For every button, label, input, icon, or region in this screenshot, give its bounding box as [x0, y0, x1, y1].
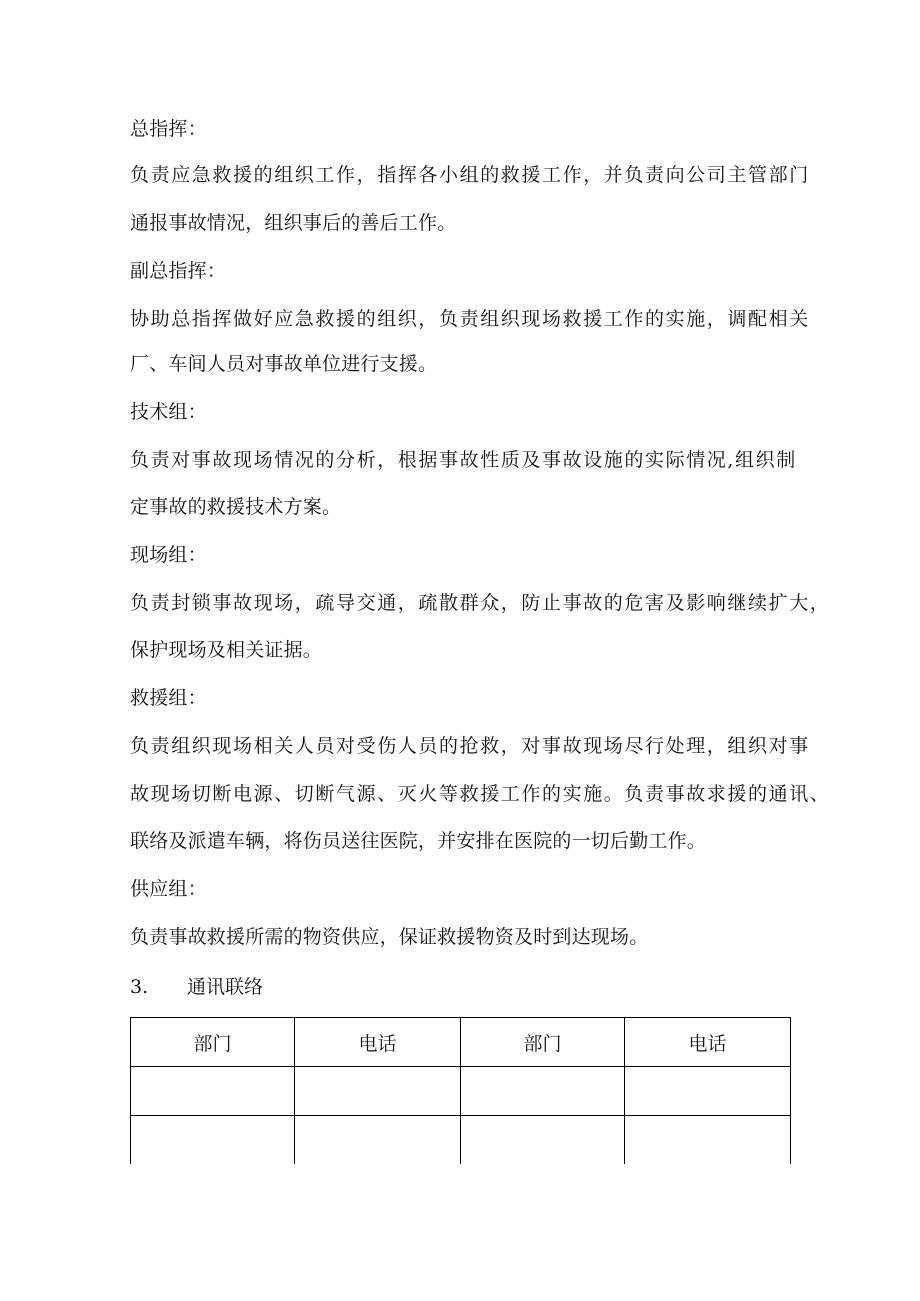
- role-desc-line: 厂、车间人员对事故单位进行支援。: [130, 353, 438, 375]
- role-desc-line: 协助总指挥做好应急救援的组织，负责组织现场救援工作的实施，调配相关: [130, 308, 810, 330]
- role-desc-line: 负责封锁事故现场，疏导交通，疏散群众，防止事故的危害及影响继续扩大，: [130, 592, 831, 614]
- role-desc-line: 联络及派遣车辆，将伤员送往医院，并安排在医院的一切后勤工作。: [130, 830, 707, 852]
- table-cell: [131, 1116, 295, 1165]
- table-cell: [461, 1116, 625, 1165]
- table-cell: [295, 1116, 461, 1165]
- role-desc-line: 保护现场及相关证据。: [130, 639, 323, 661]
- role-desc-line: 负责组织现场相关人员对受伤人员的抢救，对事故现场尽行处理，组织对事: [130, 735, 810, 757]
- contact-table: [130, 1017, 791, 1164]
- role-title-technical-group: 技术组：: [130, 401, 207, 423]
- table-header-row: [131, 1018, 791, 1067]
- role-desc-line: 定事故的救援技术方案。: [130, 496, 342, 518]
- table-row: [131, 1067, 791, 1116]
- role-desc-line: 故现场切断电源、切断气源、灭火等救援工作的实施。负责事故求援的通讯、: [130, 783, 831, 805]
- section-title: 通讯联络: [187, 976, 264, 998]
- role-title-site-group: 现场组：: [130, 544, 207, 566]
- table-row: [131, 1116, 791, 1165]
- table-cell: [461, 1067, 625, 1116]
- table-header-cell: 电话: [295, 1018, 461, 1067]
- section-heading: [130, 975, 263, 999]
- section-number: 3.: [130, 976, 149, 998]
- table-cell: [295, 1067, 461, 1116]
- role-desc-line: 负责对事故现场情况的分析，根据事故性质及事故设施的实际情况,组织制: [130, 449, 797, 471]
- table-header-cell: 部门: [131, 1018, 295, 1067]
- role-desc-line: 负责事故救援所需的物资供应，保证救援物资及时到达现场。: [130, 926, 649, 948]
- role-title-rescue-group: 救援组：: [130, 687, 207, 709]
- role-desc-line: 通报事故情况，组织事后的善后工作。: [130, 212, 457, 234]
- table-cell: [625, 1116, 791, 1165]
- role-title-supply-group: 供应组：: [130, 878, 207, 900]
- table-cell: [625, 1067, 791, 1116]
- role-desc-line: 负责应急救援的组织工作，指挥各小组的救援工作，并负责向公司主管部门: [130, 164, 810, 186]
- table-header-cell: 电话: [625, 1018, 791, 1067]
- table-header-cell: 部门: [461, 1018, 625, 1067]
- table-cell: [131, 1067, 295, 1116]
- role-title-deputy-commander: 副总指挥：: [130, 260, 227, 282]
- role-title-commander: 总指挥：: [130, 118, 207, 140]
